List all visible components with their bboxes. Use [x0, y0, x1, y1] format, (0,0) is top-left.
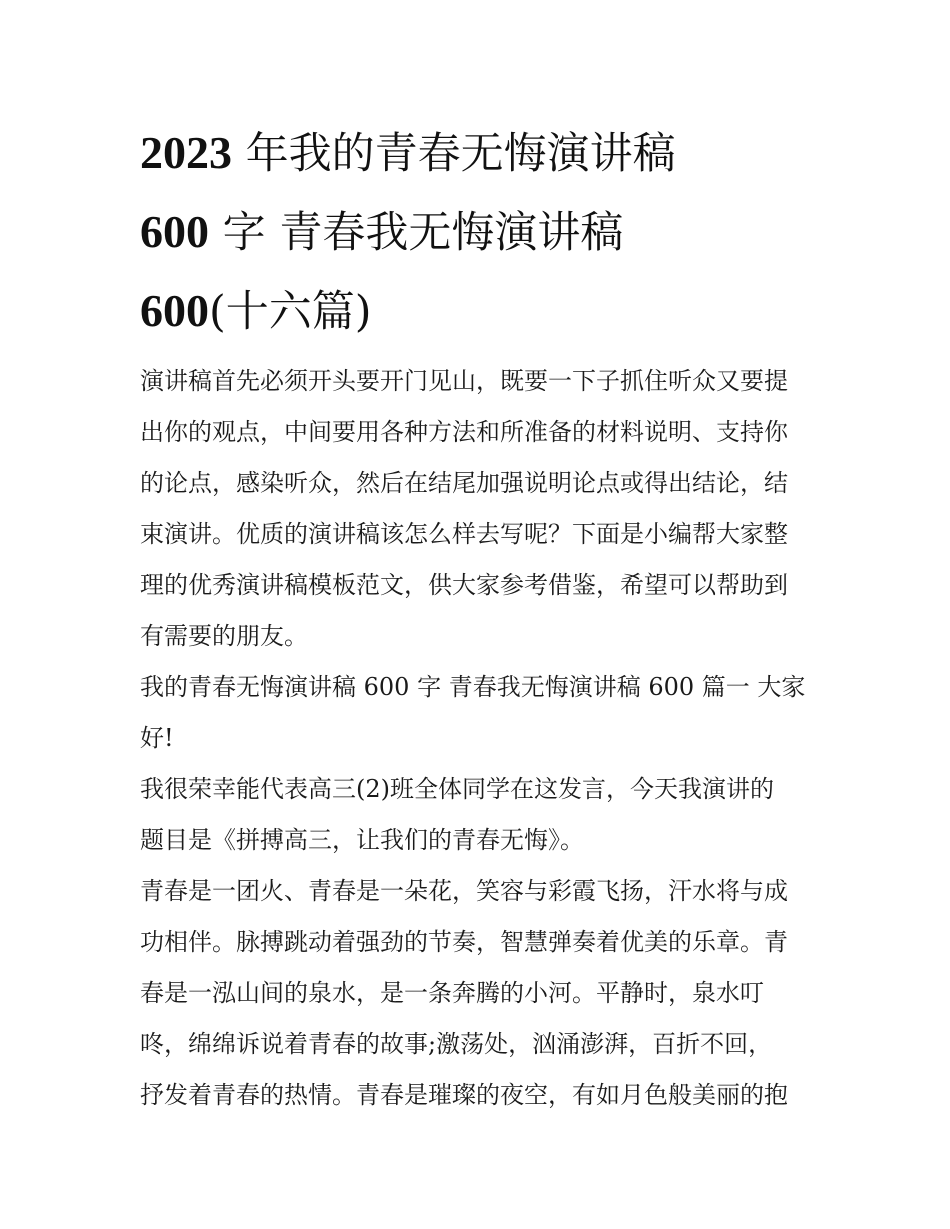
text-line: 演讲稿首先必须开头要开门见山，既要一下子抓住听众又要提: [140, 367, 788, 395]
text-line: 咚，绵绵诉说着青春的故事;激荡处，汹涌澎湃，百折不回，: [140, 1030, 773, 1058]
text-line: 功相伴。脉搏跳动着强劲的节奏，智慧弹奏着优美的乐章。青: [140, 928, 788, 956]
document-body: [140, 356, 820, 1121]
document-title: [140, 114, 820, 351]
title-line: [140, 193, 820, 272]
speech-paragraph: [140, 764, 820, 866]
title-number: 2023: [140, 127, 232, 178]
title-text: 字 青春我无悔演讲稿: [209, 208, 624, 258]
text-line: 的论点，感染听众，然后在结尾加强说明论点或得出结论，结: [140, 469, 788, 497]
text-line: 好!: [140, 724, 174, 752]
speech-paragraph: [140, 866, 820, 1121]
text-line: 束演讲。优质的演讲稿该怎么样去写呢？下面是小编帮大家整: [140, 520, 788, 548]
title-text: (十六篇): [209, 287, 372, 337]
title-line: [140, 272, 820, 351]
intro-paragraph: [140, 356, 820, 662]
text-line: 题目是《拼搏高三，让我们的青春无悔》。: [140, 826, 584, 854]
text-line: 理的优秀演讲稿模板范文，供大家参考借鉴，希望可以帮助到: [140, 571, 788, 599]
text-line: 我的青春无悔演讲稿 600 字 青春我无悔演讲稿 600 篇一 大家: [140, 673, 806, 701]
title-line: [140, 114, 820, 193]
title-number: 600: [140, 285, 209, 336]
text-line: 有需要的朋友。: [140, 622, 308, 650]
text-line: 出你的观点，中间要用各种方法和所准备的材料说明、支持你: [140, 418, 788, 446]
title-text: 年我的青春无悔演讲稿: [232, 129, 676, 179]
text-line: 抒发着青春的热情。青春是璀璨的夜空，有如月色般美丽的抱: [140, 1081, 788, 1109]
text-line: 我很荣幸能代表高三(2)班全体同学在这发言，今天我演讲的: [140, 775, 774, 803]
text-line: 春是一泓山间的泉水，是一条奔腾的小河。平静时，泉水叮: [140, 979, 764, 1007]
section-heading-paragraph: [140, 662, 820, 764]
title-number: 600: [140, 206, 209, 257]
text-line: 青春是一团火、青春是一朵花，笑容与彩霞飞扬，汗水将与成: [140, 877, 788, 905]
